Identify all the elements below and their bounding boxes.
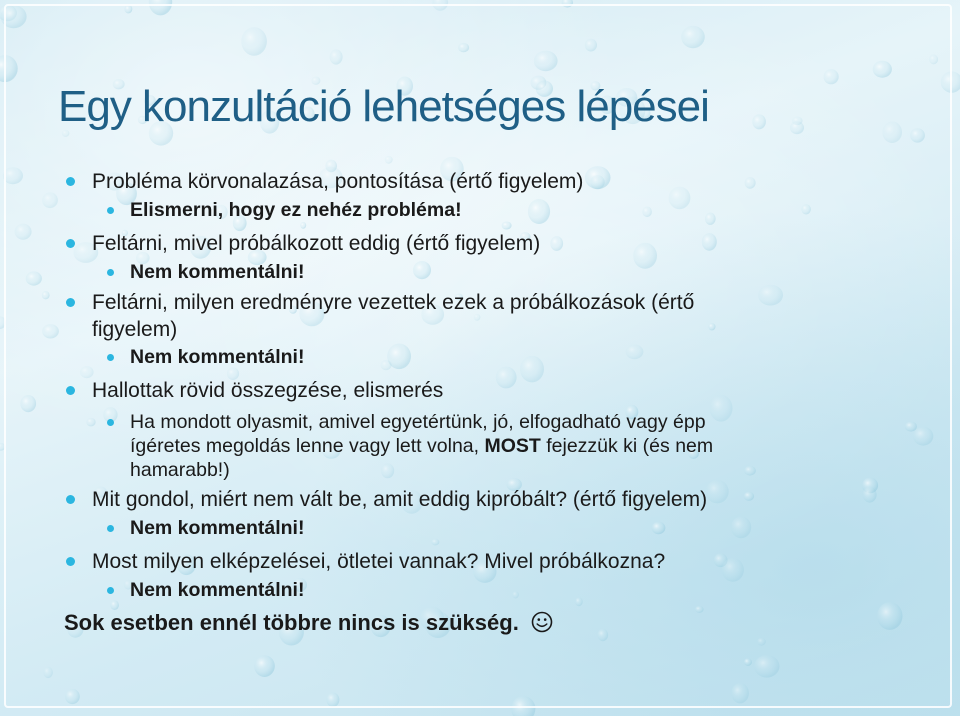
bullet-dot — [66, 495, 75, 504]
sub-bullet-dot — [107, 525, 114, 532]
sub-bullet-dot — [107, 354, 114, 361]
sub-bullet-text: hamarabb!) — [130, 459, 230, 481]
bullet-text: Most milyen elképzelései, ötletei vannak? Mivel próbálkozna? — [92, 550, 666, 573]
sub-bullet-text: Nem kommentálni! — [130, 517, 305, 539]
sub-bullet-text: Elismerni, hogy ez nehéz probléma! — [130, 199, 462, 221]
emphasis-word: MOST — [484, 435, 541, 457]
bullet-text: Feltárni, milyen eredményre vezettek ezek a próbálkozások (értő — [92, 291, 695, 314]
bullet-text: figyelem) — [92, 318, 178, 341]
sub-bullet-dot — [107, 269, 114, 276]
closing-line — [64, 610, 553, 639]
bullet-text: Feltárni, mivel próbálkozott eddig (értő figyelem) — [92, 232, 541, 255]
sub-bullet-text: Nem kommentálni! — [130, 346, 305, 368]
slide-title: Egy konzultáció lehetséges lépései — [58, 82, 709, 131]
sub-bullet-dot — [107, 207, 114, 214]
bullet-text: Mit gondol, miért nem vált be, amit eddig kipróbált? (értő figyelem) — [92, 488, 708, 511]
smiley-icon — [531, 611, 553, 639]
sub-bullet-text: Nem kommentálni! — [130, 261, 305, 283]
sub-bullet-dot — [107, 419, 114, 426]
bullet-text: Probléma körvonalazása, pontosítása (értő figyelem) — [92, 170, 584, 193]
bullet-dot — [66, 239, 75, 248]
sub-bullet-text: ígéretes megoldás lenne vagy lett volna, MOST fejezzük ki (és nem — [130, 435, 714, 457]
closing-text: Sok esetben ennél többre nincs is szükség. — [64, 610, 519, 635]
bullet-text: Hallottak rövid összegzése, elismerés — [92, 379, 444, 402]
sub-bullet-text: Nem kommentálni! — [130, 579, 305, 601]
bullet-dot — [66, 386, 75, 395]
sub-bullet-dot — [107, 587, 114, 594]
bullet-dot — [66, 557, 75, 566]
bullet-dot — [66, 177, 75, 186]
bullet-dot — [66, 298, 75, 307]
sub-bullet-text: Ha mondott olyasmit, amivel egyetértünk, jó, elfogadható vagy épp — [130, 411, 706, 433]
